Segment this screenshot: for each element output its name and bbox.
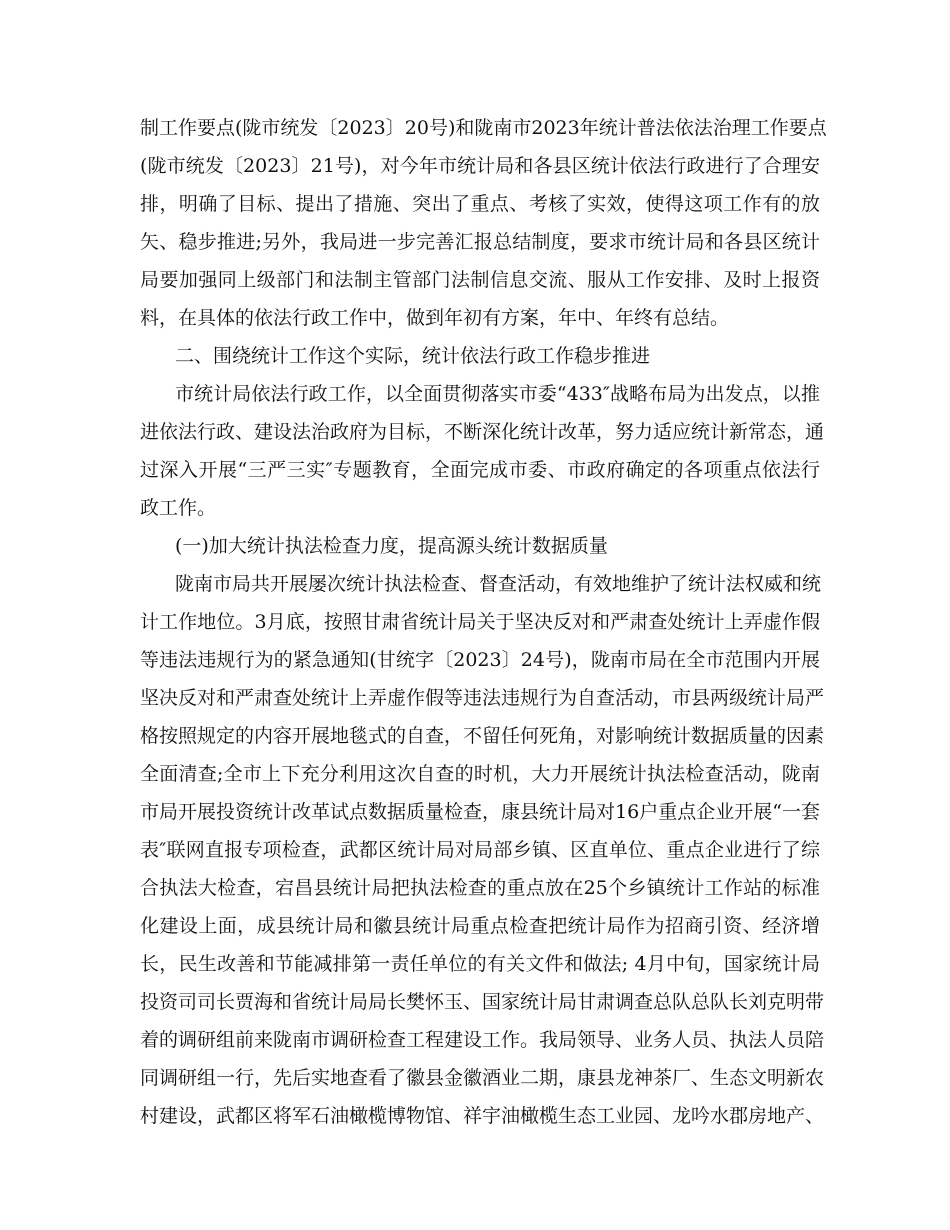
text-line-9: 进依法行政、建设法治政府为目标，不断深化统计改革，努力适应统计新常态，通 [140, 421, 825, 443]
text-line-13: 陇南市局共开展屡次统计执法检查、督查活动，有效地维护了统计法权威和统 [175, 573, 822, 595]
text-line-2: (陇市统发〔2023〕21号)，对今年市统计局和各县区统计依法行政进行了合理安 [140, 155, 820, 177]
text-line-17: 格按照规定的内容开展地毯式的自查，不留任何死角，对影响统计数据质量的因素 [140, 725, 825, 747]
text-line-20: 表″联网直报专项检查，武都区统计局对局部乡镇、区直单位、重点企业进行了综 [140, 839, 820, 861]
text-line-1: 制工作要点(陇市统发〔2023〕20号)和陇南市2023年统计普法依法治理工作要点 [140, 117, 827, 139]
text-line-26: 同调研组一行，先后实地查看了徽县金徽酒业二期，康县龙神茶厂、生态文明新农 [140, 1067, 825, 1089]
text-line-19: 市局开展投资统计改革试点数据质量检查，康县统计局对16户重点企业开展“一套 [140, 801, 820, 823]
text-line-23: 长，民生改善和节能减排第一责任单位的有关文件和做法; 4月中旬，国家统计局 [140, 953, 820, 975]
text-line-22: 化建设上面，成县统计局和徽县统计局重点检查把统计局作为招商引资、经济增 [140, 915, 820, 937]
text-line-16: 坚决反对和严肃查处统计上弄虚作假等违法违规行为自查活动，市县两级统计局严 [140, 687, 825, 709]
section-heading: 二、围绕统计工作这个实际，统计依法行政工作稳步推进 [175, 345, 651, 367]
subsection-heading: (一)加大统计执法检查力度，提高源头统计数据质量 [175, 535, 608, 557]
text-line-4: 矢、稳步推进;另外，我局进一步完善汇报总结制度，要求市统计局和各县区统计 [140, 231, 820, 253]
text-line-5: 局要加强同上级部门和法制主管部门法制信息交流、服从工作安排、及时上报资 [140, 269, 820, 291]
text-line-25: 着的调研组前来陇南市调研检查工程建设工作。我局领导、业务人员、执法人员陪 [140, 1029, 825, 1051]
text-line-6: 料，在具体的依法行政工作中，做到年初有方案，年中、年终有总结。 [140, 307, 730, 329]
text-line-10: 过深入开展“三严三实″专题教育，全面完成市委、市政府确定的各项重点依法行 [140, 459, 820, 481]
text-line-3: 排，明确了目标、提出了措施、突出了重点、考核了实效，使得这项工作有的放 [140, 193, 820, 215]
text-line-15: 等违法违规行为的紧急通知(甘统字〔2023〕24号)，陇南市局在全市范围内开展 [140, 649, 820, 671]
text-line-8: 市统计局依法行政工作，以全面贯彻落实市委“433″战略布局为出发点，以推 [175, 383, 820, 405]
text-line-27: 村建设，武都区将军石油橄榄博物馆、祥宇油橄榄生态工业园、龙吟水郡房地产、 [140, 1105, 825, 1127]
text-line-24: 投资司司长贾海和省统计局局长樊怀玉、国家统计局甘肃调查总队总队长刘克明带 [140, 991, 825, 1013]
text-line-21: 合执法大检查，宕昌县统计局把执法检查的重点放在25个乡镇统计工作站的标准 [140, 877, 820, 899]
text-line-18: 全面清查;全市上下充分利用这次自查的时机，大力开展统计执法检查活动，陇南 [140, 763, 820, 785]
text-line-14: 计工作地位。3月底，按照甘肃省统计局关于坚决反对和严肃查处统计上弄虚作假 [140, 611, 820, 633]
text-line-11: 政工作。 [140, 497, 217, 519]
